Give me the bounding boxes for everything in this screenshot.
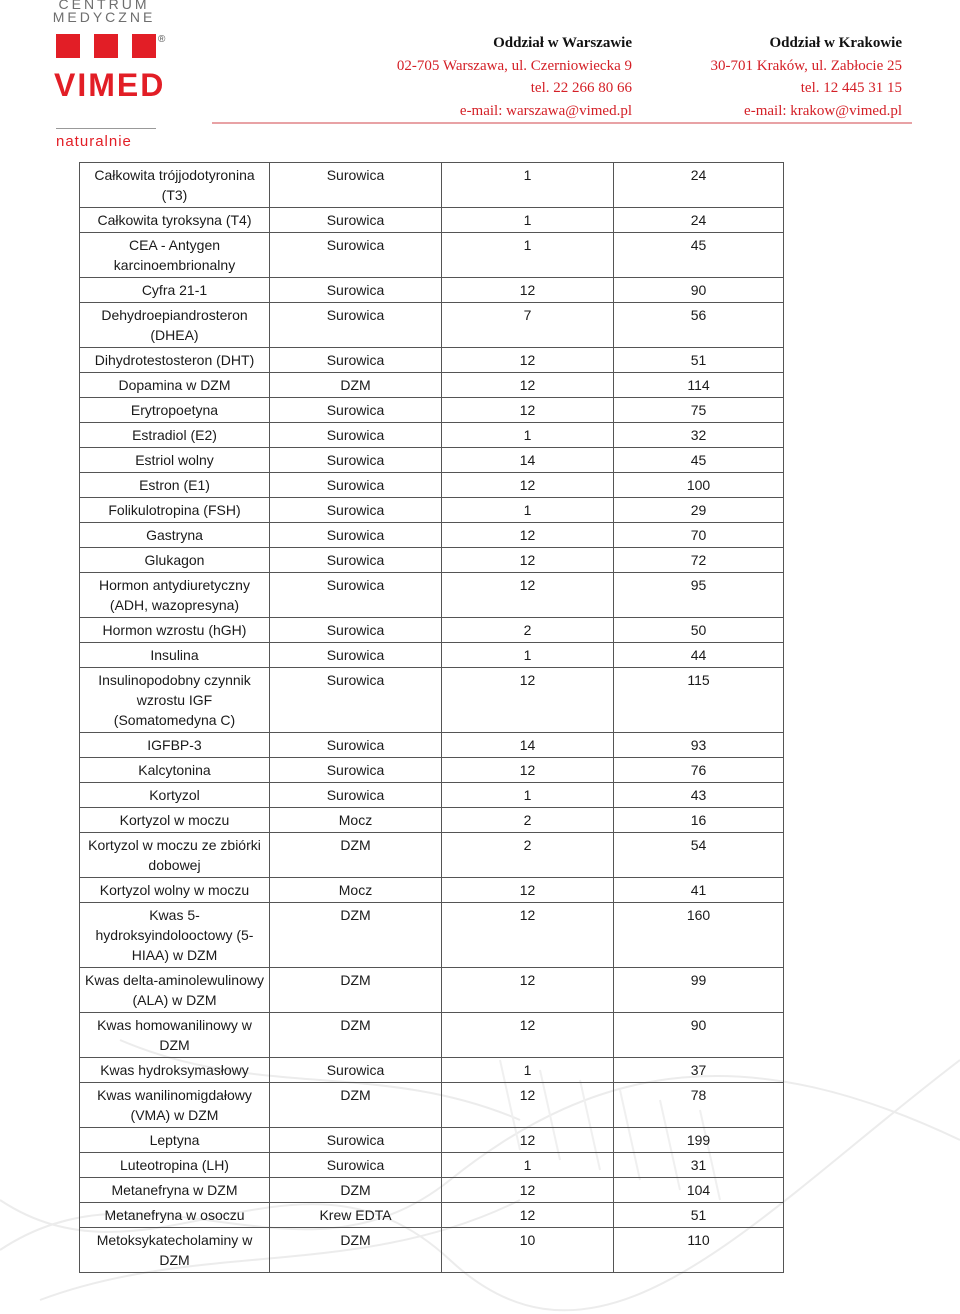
material-cell: DZM: [270, 1083, 442, 1128]
table-row: [80, 473, 784, 498]
test-name-cell: Kortyzol w moczu: [80, 808, 270, 833]
price-cell: 70: [614, 523, 784, 548]
material-cell: DZM: [270, 373, 442, 398]
test-name-cell: Insulinopodobny czynnik wzrostu IGF (Somatomedyna C): [80, 668, 270, 733]
table-row: [80, 1178, 784, 1203]
table-row: [80, 1153, 784, 1178]
days-cell: 12: [442, 398, 614, 423]
table-row: [80, 1083, 784, 1128]
table-row: [80, 1058, 784, 1083]
material-cell: Surowica: [270, 523, 442, 548]
material-cell: Surowica: [270, 733, 442, 758]
test-name-cell: Cyfra 21-1: [80, 278, 270, 303]
days-cell: 2: [442, 808, 614, 833]
days-cell: 12: [442, 968, 614, 1013]
days-cell: 1: [442, 1058, 614, 1083]
table-row: [80, 233, 784, 278]
days-cell: 2: [442, 618, 614, 643]
price-cell: 72: [614, 548, 784, 573]
price-cell: 78: [614, 1083, 784, 1128]
table-row: [80, 783, 784, 808]
price-cell: 43: [614, 783, 784, 808]
header-divider: [212, 122, 912, 124]
material-cell: Surowica: [270, 1128, 442, 1153]
logo-divider: [56, 128, 156, 129]
test-name-cell: Estriol wolny: [80, 448, 270, 473]
table-row: [80, 733, 784, 758]
price-cell: 45: [614, 448, 784, 473]
days-cell: 12: [442, 1203, 614, 1228]
days-cell: 12: [442, 878, 614, 903]
test-name-cell: Kwas wanilinomigdałowy (VMA) w DZM: [80, 1083, 270, 1128]
logo-line-medyczne: MEDYCZNE: [52, 9, 156, 25]
price-cell: 90: [614, 278, 784, 303]
material-cell: Surowica: [270, 303, 442, 348]
price-cell: 24: [614, 208, 784, 233]
price-table: [79, 162, 784, 1273]
material-cell: Surowica: [270, 473, 442, 498]
days-cell: 12: [442, 1013, 614, 1058]
price-cell: 29: [614, 498, 784, 523]
material-cell: Krew EDTA: [270, 1203, 442, 1228]
material-cell: Surowica: [270, 643, 442, 668]
test-name-cell: Gastryna: [80, 523, 270, 548]
material-cell: Surowica: [270, 1153, 442, 1178]
test-name-cell: Leptyna: [80, 1128, 270, 1153]
test-name-cell: Folikulotropina (FSH): [80, 498, 270, 523]
branch-warszawa-name: Oddział w Warszawie: [493, 35, 632, 51]
days-cell: 12: [442, 903, 614, 968]
price-cell: 93: [614, 733, 784, 758]
days-cell: 1: [442, 643, 614, 668]
days-cell: 12: [442, 523, 614, 548]
logo-brand: VIMED: [54, 67, 166, 103]
table-row: [80, 548, 784, 573]
branch-krakow: [660, 32, 902, 122]
material-cell: Surowica: [270, 448, 442, 473]
days-cell: 12: [442, 1128, 614, 1153]
days-cell: 12: [442, 758, 614, 783]
price-cell: 32: [614, 423, 784, 448]
days-cell: 12: [442, 373, 614, 398]
test-name-cell: Całkowita trójjodotyronina (T3): [80, 163, 270, 208]
price-cell: 75: [614, 398, 784, 423]
material-cell: Surowica: [270, 573, 442, 618]
test-name-cell: Kortyzol wolny w moczu: [80, 878, 270, 903]
table-row: [80, 1203, 784, 1228]
branch-krakow-name: Oddział w Krakowie: [769, 35, 902, 51]
days-cell: 2: [442, 833, 614, 878]
test-name-cell: Kwas hydroksymasłowy: [80, 1058, 270, 1083]
price-cell: 24: [614, 163, 784, 208]
days-cell: 1: [442, 423, 614, 448]
days-cell: 10: [442, 1228, 614, 1273]
price-cell: 114: [614, 373, 784, 398]
table-row: [80, 968, 784, 1013]
price-cell: 199: [614, 1128, 784, 1153]
table-row: [80, 833, 784, 878]
table-row: [80, 208, 784, 233]
test-name-cell: Luteotropina (LH): [80, 1153, 270, 1178]
days-cell: 14: [442, 448, 614, 473]
registered-mark: ®: [158, 34, 166, 45]
table-row: [80, 808, 784, 833]
days-cell: 14: [442, 733, 614, 758]
test-name-cell: Estron (E1): [80, 473, 270, 498]
days-cell: 1: [442, 233, 614, 278]
material-cell: Surowica: [270, 498, 442, 523]
price-cell: 50: [614, 618, 784, 643]
price-cell: 100: [614, 473, 784, 498]
table-row: [80, 878, 784, 903]
days-cell: 7: [442, 303, 614, 348]
price-cell: 16: [614, 808, 784, 833]
branch-krakow-address: 30-701 Kraków, ul. Zabłocie 25: [710, 57, 902, 74]
test-name-cell: Hormon antydiuretyczny (ADH, wazopresyna): [80, 573, 270, 618]
branch-warszawa: [330, 32, 632, 122]
table-row: [80, 668, 784, 733]
material-cell: Surowica: [270, 758, 442, 783]
days-cell: 1: [442, 208, 614, 233]
test-name-cell: Kwas 5-hydroksyindolooctowy (5-HIAA) w DZM: [80, 903, 270, 968]
material-cell: Surowica: [270, 348, 442, 373]
price-cell: 104: [614, 1178, 784, 1203]
price-cell: 51: [614, 348, 784, 373]
price-cell: 56: [614, 303, 784, 348]
material-cell: Surowica: [270, 423, 442, 448]
material-cell: Surowica: [270, 618, 442, 643]
test-name-cell: Dihydrotestosteron (DHT): [80, 348, 270, 373]
material-cell: Surowica: [270, 233, 442, 278]
test-name-cell: IGFBP-3: [80, 733, 270, 758]
table-row: [80, 448, 784, 473]
logo-line-centrum: CENTRUM: [58, 0, 150, 12]
material-cell: Surowica: [270, 1058, 442, 1083]
test-name-cell: CEA - Antygen karcinoembrionalny: [80, 233, 270, 278]
table-row: [80, 758, 784, 783]
branch-krakow-phone: tel. 12 445 31 15: [800, 80, 902, 96]
test-name-cell: Kalcytonina: [80, 758, 270, 783]
test-name-cell: Estradiol (E2): [80, 423, 270, 448]
material-cell: Surowica: [270, 668, 442, 733]
table-row: [80, 348, 784, 373]
test-name-cell: Kwas homowanilinowy w DZM: [80, 1013, 270, 1058]
test-name-cell: Hormon wzrostu (hGH): [80, 618, 270, 643]
table-row: [80, 1128, 784, 1153]
material-cell: Surowica: [270, 163, 442, 208]
days-cell: 12: [442, 278, 614, 303]
test-name-cell: Kortyzol w moczu ze zbiórki dobowej: [80, 833, 270, 878]
price-cell: 54: [614, 833, 784, 878]
price-cell: 110: [614, 1228, 784, 1273]
branch-krakow-email[interactable]: e-mail: krakow@vimed.pl: [744, 102, 902, 119]
table-row: [80, 163, 784, 208]
price-cell: 160: [614, 903, 784, 968]
branch-warszawa-address: 02-705 Warszawa, ul. Czerniowiecka 9: [396, 57, 632, 74]
price-cell: 37: [614, 1058, 784, 1083]
price-cell: 90: [614, 1013, 784, 1058]
table-row: [80, 498, 784, 523]
material-cell: Surowica: [270, 208, 442, 233]
price-cell: 115: [614, 668, 784, 733]
days-cell: 1: [442, 1153, 614, 1178]
material-cell: DZM: [270, 833, 442, 878]
days-cell: 12: [442, 548, 614, 573]
test-name-cell: Erytropoetyna: [80, 398, 270, 423]
vimed-logo: [52, 0, 172, 152]
material-cell: DZM: [270, 903, 442, 968]
material-cell: Mocz: [270, 878, 442, 903]
table-row: [80, 573, 784, 618]
price-cell: 95: [614, 573, 784, 618]
table-row: [80, 398, 784, 423]
table-row: [80, 643, 784, 668]
material-cell: Surowica: [270, 278, 442, 303]
table-row: [80, 618, 784, 643]
branch-warszawa-email[interactable]: e-mail: warszawa@vimed.pl: [459, 102, 632, 119]
test-name-cell: Dopamina w DZM: [80, 373, 270, 398]
table-row: [80, 903, 784, 968]
days-cell: 12: [442, 573, 614, 618]
days-cell: 12: [442, 473, 614, 498]
days-cell: 12: [442, 668, 614, 733]
days-cell: 1: [442, 498, 614, 523]
material-cell: DZM: [270, 1013, 442, 1058]
price-cell: 41: [614, 878, 784, 903]
material-cell: DZM: [270, 1228, 442, 1273]
table-row: [80, 423, 784, 448]
price-cell: 45: [614, 233, 784, 278]
test-name-cell: Glukagon: [80, 548, 270, 573]
days-cell: 1: [442, 163, 614, 208]
price-cell: 51: [614, 1203, 784, 1228]
table-row: [80, 1228, 784, 1273]
table-row: [80, 303, 784, 348]
material-cell: Mocz: [270, 808, 442, 833]
price-cell: 44: [614, 643, 784, 668]
branch-warszawa-phone: tel. 22 266 80 66: [530, 80, 632, 96]
test-name-cell: Metanefryna w osoczu: [80, 1203, 270, 1228]
test-name-cell: Insulina: [80, 643, 270, 668]
table-row: [80, 278, 784, 303]
days-cell: 12: [442, 348, 614, 373]
test-name-cell: Kwas delta-aminolewulinowy (ALA) w DZM: [80, 968, 270, 1013]
test-name-cell: Metanefryna w DZM: [80, 1178, 270, 1203]
table-row: [80, 1013, 784, 1058]
test-name-cell: Całkowita tyroksyna (T4): [80, 208, 270, 233]
price-cell: 99: [614, 968, 784, 1013]
material-cell: Surowica: [270, 398, 442, 423]
test-name-cell: Dehydroepiandrosteron (DHEA): [80, 303, 270, 348]
table-row: [80, 373, 784, 398]
price-cell: 31: [614, 1153, 784, 1178]
material-cell: Surowica: [270, 548, 442, 573]
test-name-cell: Metoksykatecholaminy w DZM: [80, 1228, 270, 1273]
material-cell: Surowica: [270, 783, 442, 808]
material-cell: DZM: [270, 1178, 442, 1203]
table-row: [80, 523, 784, 548]
test-name-cell: Kortyzol: [80, 783, 270, 808]
logo-tagline: naturalnie: [56, 133, 132, 150]
days-cell: 1: [442, 783, 614, 808]
material-cell: DZM: [270, 968, 442, 1013]
price-cell: 76: [614, 758, 784, 783]
days-cell: 12: [442, 1178, 614, 1203]
days-cell: 12: [442, 1083, 614, 1128]
